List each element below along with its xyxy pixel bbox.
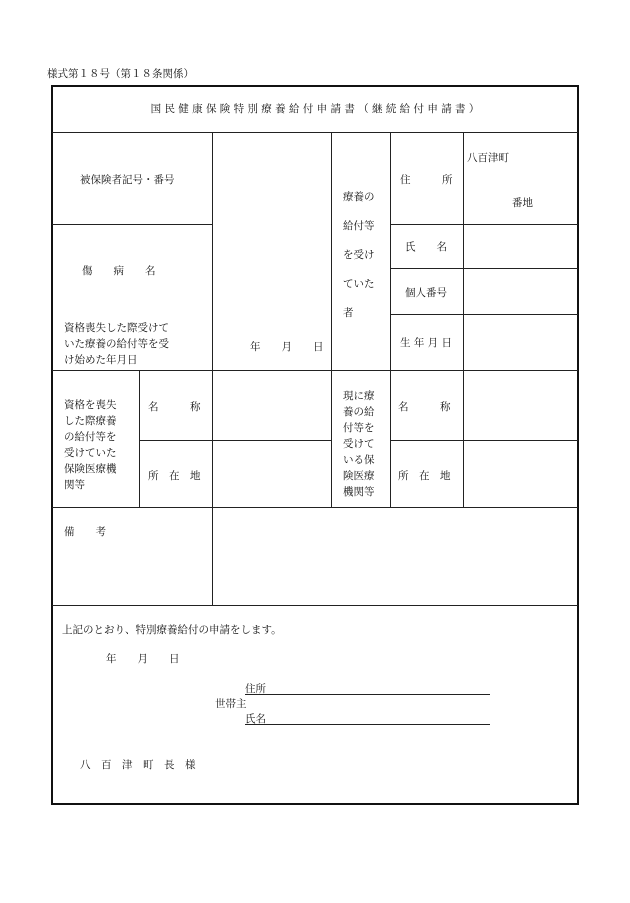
prev-location-label: 所 在 地 bbox=[148, 470, 201, 482]
address-label: 住 所 bbox=[400, 174, 453, 186]
title-divider bbox=[52, 132, 578, 133]
birth-date-label: 生 年 月 日 bbox=[400, 337, 453, 349]
form-title: 国 民 健 康 保 険 特 別 療 養 給 付 申 請 書 （ 継 続 給 付 申 請 書 ） bbox=[150, 103, 480, 115]
current-name-label: 名 称 bbox=[398, 401, 451, 413]
prev-name-label: 名 称 bbox=[148, 401, 201, 413]
town-name: 八百津町 bbox=[467, 152, 509, 164]
recipient-label: 療養の 給付等 を受け ていた 者 bbox=[343, 191, 375, 319]
name-underline bbox=[245, 724, 490, 725]
insured-number-label: 被保険者記号・番号 bbox=[80, 174, 175, 186]
footer-name-label: 氏名 bbox=[245, 713, 266, 725]
form-number: 様式第１８号（第１８条関係） bbox=[47, 68, 194, 80]
banchi-label: 番地 bbox=[512, 197, 533, 209]
statement: 上記のとおり、特別療養給付の申請をします。 bbox=[62, 624, 282, 636]
addressee: 八 百 津 町 長 様 bbox=[80, 759, 196, 771]
remarks-label: 備 考 bbox=[64, 526, 106, 538]
application-date: 年 月 日 bbox=[106, 653, 180, 665]
current-institution-label: 現に療 養の給 付等を 受けて いる保 険医療 機関等 bbox=[343, 390, 375, 498]
lost-date-label: 資格喪失した際受けて いた療養の給付等を受 け始めた年月日 bbox=[64, 322, 169, 366]
current-location-label: 所 在 地 bbox=[398, 470, 451, 482]
form-frame bbox=[51, 85, 579, 805]
footer-address-label: 住所 bbox=[245, 683, 266, 695]
address-underline bbox=[245, 694, 490, 695]
lost-date-ymd: 年 月 日 bbox=[250, 341, 324, 353]
individual-number-label: 個人番号 bbox=[405, 287, 447, 299]
injury-name-label: 傷 病 名 bbox=[82, 265, 156, 277]
prev-institution-label: 資格を喪失 した際療養 の給付等を 受けていた 保険医療機 関等 bbox=[64, 399, 117, 491]
household-head-label: 世帯主 bbox=[215, 698, 247, 710]
person-name-label: 氏 名 bbox=[405, 241, 447, 253]
